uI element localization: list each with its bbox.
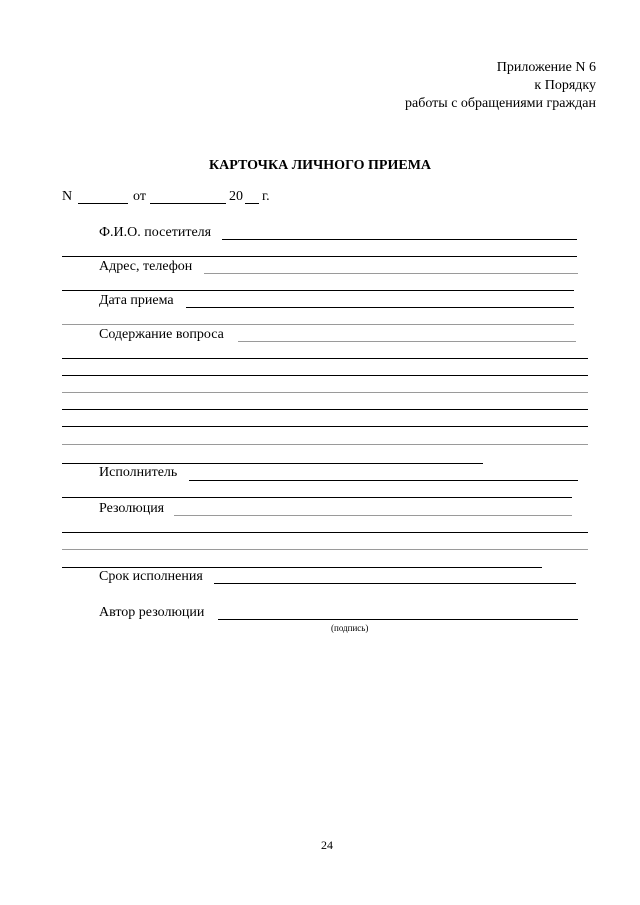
question-content-line-8[interactable] bbox=[62, 463, 483, 464]
year-blank[interactable] bbox=[245, 203, 259, 204]
address-phone-label: Адрес, телефон bbox=[99, 259, 193, 274]
number-label: N bbox=[62, 189, 73, 204]
executor-label: Исполнитель bbox=[99, 465, 178, 480]
deadline-line[interactable] bbox=[214, 583, 576, 584]
reception-date-line-2[interactable] bbox=[62, 324, 574, 325]
resolution-line-4[interactable] bbox=[62, 567, 542, 568]
question-content-line-6[interactable] bbox=[62, 426, 588, 427]
question-content-line-2[interactable] bbox=[62, 358, 588, 359]
appendix-line-2: к Порядку bbox=[534, 78, 596, 93]
visitor-name-label: Ф.И.О. посетителя bbox=[99, 225, 212, 240]
resolution-label: Резолюция bbox=[99, 501, 165, 516]
appendix-line-3: работы с обращениями граждан bbox=[405, 96, 596, 111]
visitor-name-line[interactable] bbox=[222, 239, 577, 240]
question-content-line-3[interactable] bbox=[62, 375, 588, 376]
signature-hint: (подпись) bbox=[331, 623, 369, 633]
address-phone-line[interactable] bbox=[204, 273, 578, 274]
resolution-line-2[interactable] bbox=[62, 532, 588, 533]
executor-line-2[interactable] bbox=[62, 497, 572, 498]
year-prefix: 20 bbox=[229, 189, 243, 204]
reception-date-line[interactable] bbox=[186, 307, 574, 308]
question-content-line[interactable] bbox=[238, 341, 576, 342]
year-suffix: г. bbox=[262, 189, 270, 204]
deadline-label: Срок исполнения bbox=[99, 569, 203, 584]
resolution-author-label: Автор резолюции bbox=[99, 605, 205, 620]
visitor-name-line-2[interactable] bbox=[62, 256, 577, 257]
date-from-label: от bbox=[133, 189, 146, 204]
resolution-author-line[interactable] bbox=[218, 619, 578, 620]
resolution-line-3[interactable] bbox=[62, 549, 588, 550]
resolution-line[interactable] bbox=[174, 515, 572, 516]
reception-date-label: Дата приема bbox=[99, 293, 174, 308]
page-number: 24 bbox=[321, 838, 333, 852]
question-content-line-7[interactable] bbox=[62, 444, 588, 445]
date-blank[interactable] bbox=[150, 203, 226, 204]
appendix-line-1: Приложение N 6 bbox=[496, 60, 596, 75]
document-title: КАРТОЧКА ЛИЧНОГО ПРИЕМА bbox=[208, 158, 432, 173]
number-blank[interactable] bbox=[78, 203, 128, 204]
question-content-line-4[interactable] bbox=[62, 392, 588, 393]
question-content-label: Содержание вопроса bbox=[99, 327, 224, 342]
address-phone-line-2[interactable] bbox=[62, 290, 574, 291]
question-content-line-5[interactable] bbox=[62, 409, 588, 410]
executor-line[interactable] bbox=[189, 480, 578, 481]
